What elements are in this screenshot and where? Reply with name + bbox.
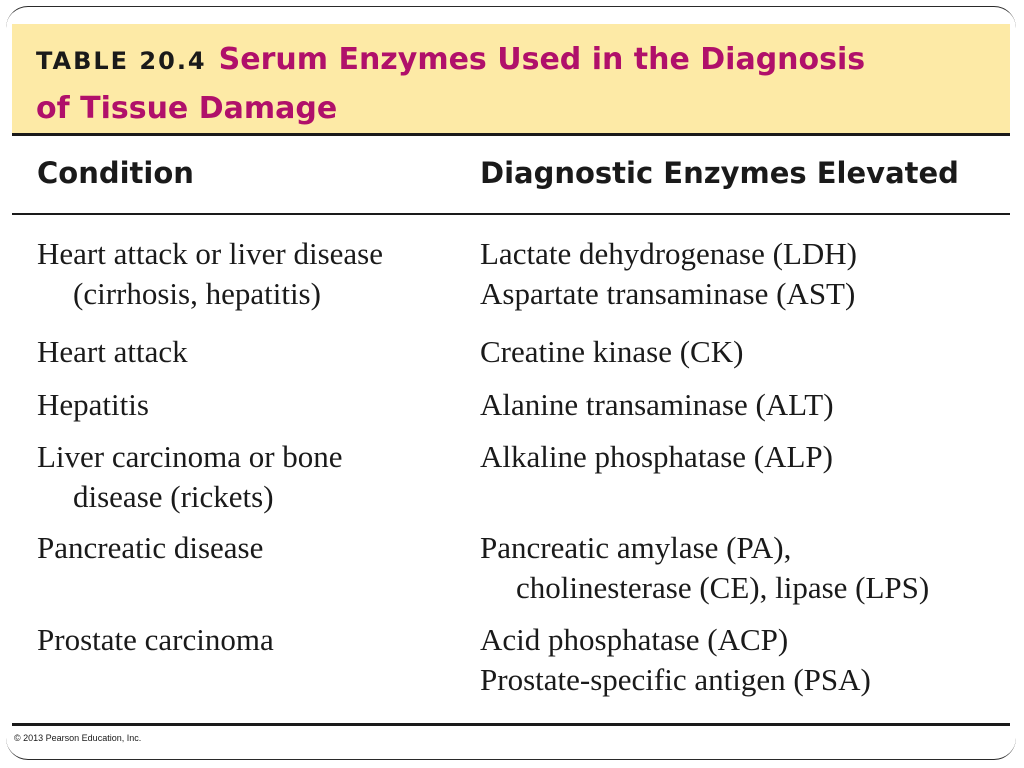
- column-header-condition: Condition: [37, 156, 194, 190]
- enzyme-text: Creatine kinase (CK): [480, 334, 744, 369]
- condition-text: Liver carcinoma or bone: [37, 439, 343, 474]
- enzyme-text: Prostate-specific antigen (PSA): [480, 662, 871, 697]
- condition-text: disease (rickets): [73, 479, 274, 514]
- table-title: [36, 38, 976, 136]
- condition-cell: [37, 528, 467, 568]
- condition-text: Heart attack: [37, 334, 188, 369]
- condition-text: (cirrhosis, hepatitis): [73, 276, 321, 311]
- condition-cell: [37, 437, 467, 517]
- condition-cell: [37, 332, 467, 372]
- table-title-line-2: of Tissue Damage: [36, 91, 338, 126]
- enzymes-cell: [480, 332, 1010, 372]
- enzyme-text: cholinesterase (CE), lipase (LPS): [516, 570, 930, 605]
- enzymes-cell: [480, 234, 1010, 314]
- enzyme-text: Lactate dehydrogenase (LDH): [480, 236, 857, 271]
- enzyme-text: Alkaline phosphatase (ALP): [480, 439, 833, 474]
- enzymes-cell: [480, 437, 1010, 477]
- condition-text: Prostate carcinoma: [37, 622, 274, 657]
- condition-text: Heart attack or liver disease: [37, 236, 383, 271]
- table-bottom-rule: [12, 723, 1010, 726]
- copyright-notice: © 2013 Pearson Education, Inc.: [14, 733, 142, 743]
- table-title-line-1: Serum Enzymes Used in the Diagnosis: [218, 42, 866, 77]
- condition-cell: [37, 385, 467, 425]
- condition-cell: [37, 234, 467, 314]
- enzyme-text: Acid phosphatase (ACP): [480, 622, 789, 657]
- enzyme-text: Alanine transaminase (ALT): [480, 387, 834, 422]
- table-title-banner: [12, 24, 1010, 136]
- enzyme-text: Pancreatic amylase (PA),: [480, 530, 792, 565]
- enzyme-text: Aspartate transaminase (AST): [480, 276, 856, 311]
- table-number-label: TABLE 20.4: [36, 47, 207, 75]
- enzymes-cell: [480, 385, 1010, 425]
- condition-text: Hepatitis: [37, 387, 149, 422]
- enzymes-cell: [480, 620, 1010, 700]
- header-divider: [12, 213, 1010, 215]
- enzymes-cell: [480, 528, 1010, 608]
- column-header-enzymes: Diagnostic Enzymes Elevated: [480, 156, 959, 190]
- condition-cell: [37, 620, 467, 660]
- condition-text: Pancreatic disease: [37, 530, 264, 565]
